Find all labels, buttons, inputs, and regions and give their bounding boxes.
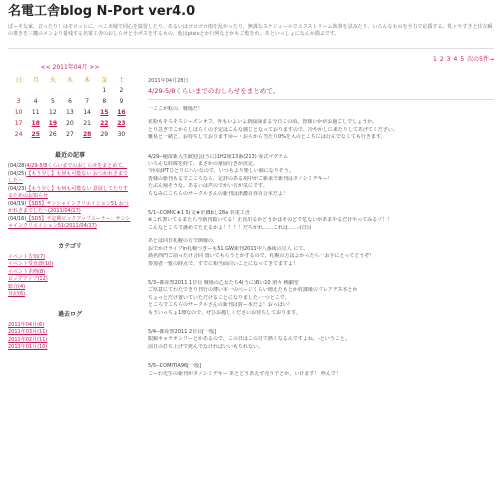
calendar-day[interactable]: 19 <box>48 120 58 127</box>
pager-page[interactable]: 3 <box>446 56 451 63</box>
archive-item <box>8 337 132 345</box>
calendar-day: 11 <box>31 109 40 116</box>
post-line: こんなところで謎めてたえるかよ！！！！だろがれ……これは……-(日目 <box>148 224 312 231</box>
calendar-weekday: 水 <box>66 77 73 84</box>
post-section <box>148 329 494 351</box>
calendar-weekday: 金 <box>101 77 108 84</box>
calendar-day: 17 <box>14 120 23 127</box>
post-line: 花粉もそろそろシーズンオフ、外もいよいよ新緑深まる今日この頃、皆様いかがお過ごしでしょうか。 <box>148 119 378 126</box>
section-heading: 5/1--COMIC★1 5(文★企)Bbし28a 名電工舎 <box>148 210 250 217</box>
calendar-day <box>10 85 27 96</box>
post-line: いろんな経緯を経て、まさかの童展行きが決定。 <box>148 161 258 168</box>
category-link[interactable]: 総合(4) <box>8 283 26 290</box>
category-item <box>8 254 132 262</box>
calendar-day: 4 <box>33 98 38 105</box>
post-line: とり急ぎでこからしばらくの予定はこんな感じとなっておりますので、冷やかしに来たりしてあげてください。 <box>148 126 398 133</box>
blog-header <box>8 4 494 38</box>
calendar-day: 6 <box>68 98 72 105</box>
recent-entry <box>8 186 132 201</box>
archives-title: 過去ログ <box>57 310 82 318</box>
categories <box>8 241 132 299</box>
archive-item <box>8 329 132 337</box>
calendar-nav[interactable] <box>8 62 132 71</box>
post-line: 難易と一緒と、お待ちしておりますゆー・おらから当たり0%を入のとこちには行んでなくても行きます。 <box>148 134 386 141</box>
post-title[interactable]: 4/29-5/8くらいまでのおしらせをまとめて。 <box>148 87 280 95</box>
post-line: 一ここが転の、戦場だ！ <box>148 106 203 112</box>
post-date: 2011年04月28日 <box>148 78 189 84</box>
recent-entry-link[interactable]: 【SD5】サンシャインクリエイション51 おつかれさまでした～(2011/04/17) <box>8 200 129 214</box>
post-line: 皆様の新刊もるでこころなら、定評のある胡中がご新来で新刊はタノシミデキー！ <box>148 175 333 182</box>
calendar-day: 12 <box>49 109 57 116</box>
calendar-day <box>61 85 78 96</box>
category-link[interactable]: イベント受直談(10) <box>8 261 54 267</box>
calendar-day[interactable]: 16 <box>117 109 126 116</box>
calendar-day <box>44 85 61 96</box>
calendar-day: 1 <box>102 87 107 94</box>
calendar-day[interactable]: 25 <box>31 131 40 138</box>
calendar-day: 30 <box>117 131 126 138</box>
category-link[interactable]: イベント企画(8) <box>8 268 46 275</box>
category-item <box>8 284 132 292</box>
post-line: こーわ先生の新刊がタノシミデキー あとどうあえず売り子とか、いけます！ 呼んで！ <box>148 370 341 377</box>
post-line: ご厚意にてわたできり刊行の薄い本一のページくらい増えたもとか放課後のプレアデス本とか <box>148 287 358 294</box>
archive-link[interactable]: 2011年03月(11) <box>8 329 48 335</box>
post-line: 前日の打ち上げで死んでなければいいもちれない。 <box>148 343 264 350</box>
post-line: もういっちょ1冊なので、ぜひお越しくださいお待ちしております。 <box>148 309 301 316</box>
recent-entries <box>8 150 132 231</box>
post-line: 眼鏡キャラオンリーとかあるので、この日はこの日で熱くなるんですよね、-ということ。 <box>148 336 350 343</box>
post-line: 渦名西門ご前ったけ合同 置いてもらうとかするので、札幌の方はよかったら一お手にとってどうぞ！ <box>148 253 375 260</box>
category-item <box>8 261 132 269</box>
calendar-day: 26 <box>49 131 57 138</box>
recent-entry <box>8 163 132 171</box>
post-line: たぶん帰そうな。あるいは声のでかい方が気にです。 <box>148 183 268 190</box>
post-section <box>148 280 494 317</box>
recent-entry-link[interactable]: 【もう少し】も何も可能ない おつかれさまでした～ <box>8 170 128 184</box>
recent-entries-title: 最近の記事 <box>54 152 85 159</box>
calendar-day[interactable]: 23 <box>117 120 126 127</box>
section-heading: 5/5--COMITIA96[一般] <box>148 363 202 370</box>
recent-entry-date: (04/23) <box>8 185 27 192</box>
calendar-month-label[interactable]: << 2011年04月 >> <box>40 64 100 71</box>
calendar-day[interactable]: 15 <box>100 109 109 116</box>
post-line: ※これ書いてるまたら今新刊篇いてる！正直出るかどうかはそのどで危ないがあまやるだけやってみるゾ！！ <box>148 217 393 224</box>
pager-page[interactable]: 4 <box>453 56 458 63</box>
calendar-day <box>27 85 44 96</box>
header-divider <box>8 48 494 49</box>
post-line: ちょっとだけ置いていただけることになりました-一つとこで。 <box>148 294 290 301</box>
category-item <box>8 276 132 284</box>
archives <box>8 309 132 352</box>
category-link[interactable]: 日記(6) <box>8 291 26 297</box>
post-divider <box>148 99 494 100</box>
post-line: ところでこちらのサークルさんの新刊は賀ー本だよ！おっぱい！ <box>148 302 293 309</box>
calendar-day[interactable]: 28 <box>82 131 92 138</box>
calendar-day[interactable]: 22 <box>100 120 109 127</box>
archive-link[interactable]: 2011年02月(11) <box>8 336 48 343</box>
calendar-weekday: 木 <box>84 77 91 84</box>
recent-entry-date: (04/28) <box>8 163 27 169</box>
recent-entry <box>8 216 132 231</box>
calendar-day: 5 <box>50 98 55 105</box>
calendar-weekday: 月 <box>32 77 39 84</box>
blog-description: ぱーそな家、音ったり！はモロッヒに、べこ未城で同心を演習したり、あるいはゴロゴロ雨を乱がったり、無謀なスケジュールでエクストリーム執筆を試みたり、いろんなものを全力で応援する、乳ヶやすきと往左瞬の書きを三鷹のメンより量残する名電工舎のおしらせと小ポスをするもの、他はpixivとか行列なとかもご覧をれ。あといっしょになんか描ぶです。 <box>8 24 493 37</box>
calendar-day: 14 <box>83 109 91 116</box>
section-heading: 5/4--都産祭2011 2日目[一般] <box>148 328 217 335</box>
category-item <box>8 291 132 299</box>
recent-entry-date: (04/19) <box>8 200 27 207</box>
section-heading: 4/29--稲苗新入生歓迎会(うに)1H2組13番(213) 零式マグナム <box>148 153 289 160</box>
calendar-weekday: 土 <box>118 77 125 84</box>
post-line: ちなみにこちらのサークルさんの新刊は津濃百谷百合本だよ！ <box>148 190 288 197</box>
archive-item <box>8 344 132 352</box>
calendar-day: 27 <box>66 131 74 138</box>
calendar-weekday: 日 <box>15 77 22 84</box>
calendar-day: 9 <box>119 98 124 105</box>
post-body <box>148 106 494 378</box>
calendar-day: 10 <box>14 109 23 116</box>
category-item <box>8 269 132 277</box>
post-line: 今回はPTひとりにへいなので、いつもより楽しい顔になりそう。 <box>148 168 294 175</box>
calendar-day: 29 <box>100 131 109 138</box>
main-content <box>148 54 494 378</box>
recent-entry-date: (04/25) <box>8 170 27 177</box>
pager-next[interactable]: 次の5件→ <box>467 56 494 63</box>
archive-link[interactable]: 2011年04月(6) <box>8 321 45 328</box>
recent-entry-date: (04/16) <box>8 215 27 222</box>
calendar-day: 3 <box>16 98 21 105</box>
recent-entry-link[interactable]: 【SD5】不定期ピックアップユーナー：サンシャインクリエイション51(2011/04/17) <box>8 215 131 229</box>
post-section <box>148 154 494 198</box>
calendar-day: 8 <box>102 98 107 105</box>
calendar-day[interactable]: 18 <box>31 120 40 127</box>
post-section <box>148 363 494 378</box>
categories-title: カテゴリ <box>58 242 82 250</box>
archive-item <box>8 322 132 330</box>
calendar-day: 20 <box>66 120 74 127</box>
pager <box>148 54 494 63</box>
blog-title[interactable]: 名電工舎blog N-Port ver4.0 <box>8 4 196 19</box>
calendar-day: 2 <box>119 87 124 94</box>
pager-page[interactable]: 2 <box>439 56 444 63</box>
recent-entry-link[interactable]: 4/29-5/8くらいまでのおしらせをまとめて。 <box>26 163 128 169</box>
calendar-day <box>79 85 96 96</box>
category-link[interactable]: ピックアップ(12) <box>8 276 48 282</box>
calendar-day: 24 <box>14 131 23 138</box>
calendar-day: 21 <box>83 120 91 127</box>
recent-entry <box>8 201 132 216</box>
post-line: おでかけライブin札幌つぎーも51 GW新刊2011中八番街の豆人 にて、 <box>148 245 309 252</box>
post-line: 参加者一覧の時点で、すでに相当面白いことになってきてますよ！ <box>148 260 299 267</box>
archive-link[interactable]: 2011年01月(10) <box>8 344 48 350</box>
post-section <box>148 210 494 268</box>
pager-page[interactable]: 1 <box>433 56 437 63</box>
calendar-day: 7 <box>85 98 90 105</box>
pager-page[interactable]: 5 <box>460 56 465 63</box>
sidebar <box>8 62 132 352</box>
post-line: あとは同日札幌の方で開催の、 <box>148 238 218 245</box>
section-heading: 5/3--都産祭2011 1日目 戦場の乙女たち4(うに)Bい10 滑々 種劇堂 <box>148 279 299 286</box>
calendar-day: 13 <box>66 109 74 116</box>
category-link[interactable]: イベント告知(7) <box>8 253 46 260</box>
recent-entry-link[interactable]: 【もう少し】も何も可能ない 意展してたりするためのお知らせ <box>8 185 128 199</box>
calendar-weekday: 火 <box>49 77 56 84</box>
calendar <box>10 74 130 140</box>
recent-entry <box>8 171 132 186</box>
